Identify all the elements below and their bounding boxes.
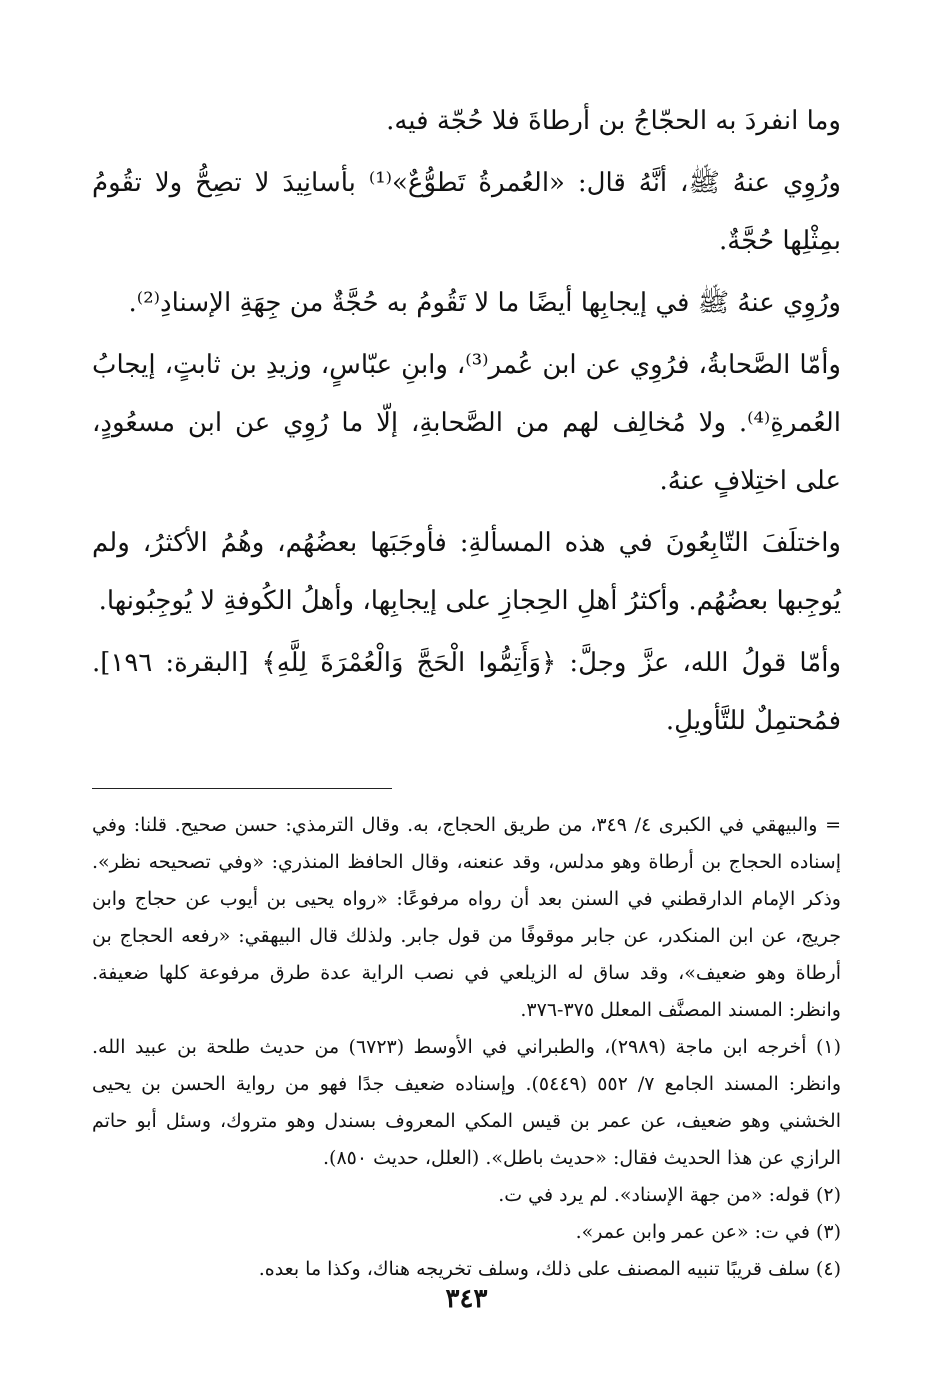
page-number: ٣٤٣ xyxy=(445,1284,488,1314)
main-text xyxy=(92,92,841,750)
paragraph: واختلَفَ التّابِعُونَ في هذه المسألةِ: فأوجَبَها بعضُهُم، وهُمُ الأكثرُ، ولم يُوجِبها بعضُهُم. وأكثرُ أهلِ الحِجازِ على إيجابِها، وأهلُ الكُوفةِ لا يُوجِبُونها. xyxy=(92,528,841,616)
footnote-continuation: = والبيهقي في الكبرى ٤/ ٣٤٩، من طريق الحجاج، به. وقال الترمذي: حسن صحيح. قلنا: وفي إسناده الحجاج بن أرطاة وهو مدلس، وقد عنعنه، وقال الحافظ المنذري: «وفي تصحيحه نظر». وذكر الإمام الدارقطني في السنن بعد أن رواه مرفوعًا: «رواه يحيى بن أيوب عن حجاج وابن جريج، عن ابن المنكدر، عن جابر موقوفًا من قول جابر. ولذلك قال البيهقي: «رفعه الحجاج بن أرطاة وهو ضعيف»، وقد ساق له الزيلعي في نصب الراية عدة طرق مرفوعة كلها ضعيفة. وانظر: المسند المصنَّف المعلل ٣٧٥-٣٧٦. xyxy=(92,814,842,1021)
paragraph: وأمّا الصَّحابةُ، فرُوِي عن ابن عُمر⁽³⁾، وابنِ عبّاسٍ، وزيدِ بن ثابتٍ، إيجابُ العُمرةِ⁽⁴⁾. ولا مُخالِف لهم من الصَّحابةِ، إلّا ما رُوِي عن ابن مسعُودٍ، على اختِلافٍ عنهُ. xyxy=(92,350,841,496)
footnote-1: (١) أخرجه ابن ماجة (٢٩٨٩)، والطبراني في الأوسط (٦٧٢٣) من حديث طلحة بن عبيد الله. وانظر: المسند الجامع ٧/ ٥٥٢ (٥٤٤٩). وإسناده ضعيف جدًا فهو من رواية الحسن بن يحيى الخشني وهو ضعيف، عن عمر بن قيس المكي المعروف بسندل وهو متروك، وسئل أبو حاتم الرازي عن هذا الحديث فقال: «حديث باطل». (العلل، حديث ٨٥٠). xyxy=(92,1036,841,1169)
paragraph: ورُوِي عنهُ ﷺ في إيجابِها أيضًا ما لا تَقُومُ به حُجَّةٌ من جِهَةِ الإسنادِ⁽²⁾. xyxy=(128,288,841,318)
footnote-4: (٤) سلف قريبًا تنبيه المصنف على ذلك، وسلف تخريجه هناك، وكذا ما بعده. xyxy=(258,1258,841,1280)
footnote-divider xyxy=(92,788,392,789)
footnotes xyxy=(92,807,841,1288)
footnote-2: (٢) قوله: «من جهة الإسناد». لم يرد في ت. xyxy=(498,1184,841,1206)
paragraph: وأمّا قولُ الله، عزَّ وجلَّ: ﴿وَأَتِمُّوا الْحَجَّ وَالْعُمْرَةَ لِلَّهِ﴾ [البقرة: ١٩٦]. فمُحتمِلٌ للتَّأويلِ. xyxy=(92,648,842,736)
footnote-3: (٣) في ت: «عن عمر وابن عمر». xyxy=(575,1221,841,1243)
paragraph: وما انفردَ به الحجّاجُ بن أرطاةَ فلا حُجّة فيه. xyxy=(386,106,841,136)
paragraph: ورُوِي عنهُ ﷺ، أنَّهُ قال: «العُمرةُ تَطوُّعٌ»⁽¹⁾ بأسانِيدَ لا تصِحُّ ولا تقُومُ بمِثْلِها حُجَّةٌ. xyxy=(92,168,841,256)
